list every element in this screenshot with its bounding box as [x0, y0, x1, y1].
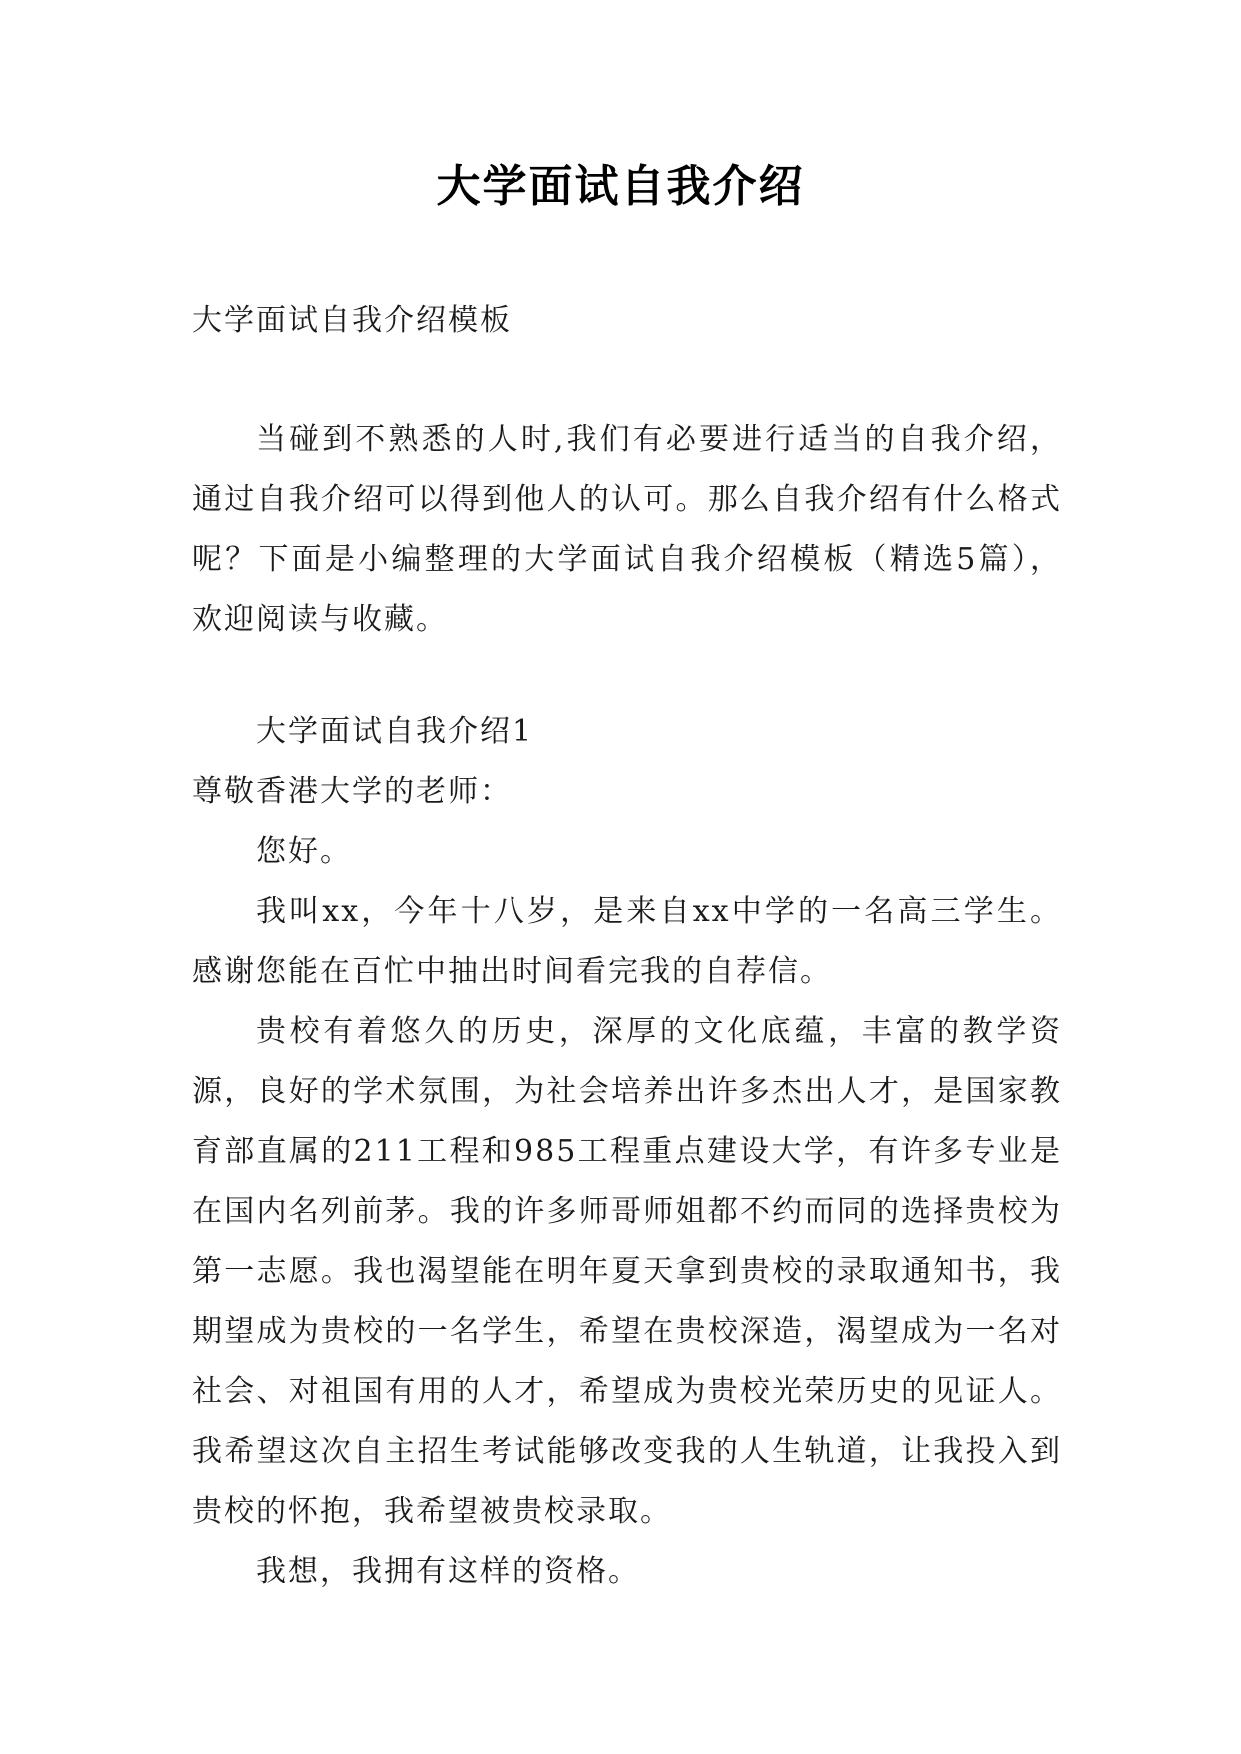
- document-title: 大学面试自我介绍: [436, 161, 805, 212]
- section-1-heading: 大学面试自我介绍1: [256, 714, 534, 749]
- section-1: [192, 702, 1062, 1602]
- salutation: 尊敬香港大学的老师：: [192, 774, 512, 809]
- intro-section: [192, 410, 1062, 650]
- document-subtitle: 大学面试自我介绍模板: [192, 303, 512, 338]
- body-paragraph-1: 我叫xx，今年十八岁，是来自xx中学的一名高三学生。感谢您能在百忙中抽出时间看完我的自荐信。: [192, 894, 1062, 989]
- body-paragraph-2: 贵校有着悠久的历史，深厚的文化底蕴，丰富的教学资源，良好的学术氛围，为社会培养出许多杰出人才，是国家教育部直属的211工程和985工程重点建设大学，有许多专业是在国内名列前茅。我的许多师哥师姐都不约而同的选择贵校为第一志愿。我也渴望能在明年夏天拿到贵校的录取通知书，我期望成为贵校的一名学生，希望在贵校深造，渴望成为一名对社会、对祖国有用的人才，希望成为贵校光荣历史的见证人。我希望这次自主招生考试能够改变我的人生轨道，让我投入到贵校的怀抱，我希望被贵校录取。: [192, 1014, 1062, 1529]
- intro-paragraph: 当碰到不熟悉的人时,我们有必要进行适当的自我介绍，通过自我介绍可以得到他人的认可。那么自我介绍有什么格式呢？下面是小编整理的大学面试自我介绍模板（精选5篇），欢迎阅读与收藏。: [192, 422, 1062, 637]
- body-paragraph-3: 我想，我拥有这样的资格。: [256, 1554, 640, 1589]
- greeting: 您好。: [256, 834, 352, 869]
